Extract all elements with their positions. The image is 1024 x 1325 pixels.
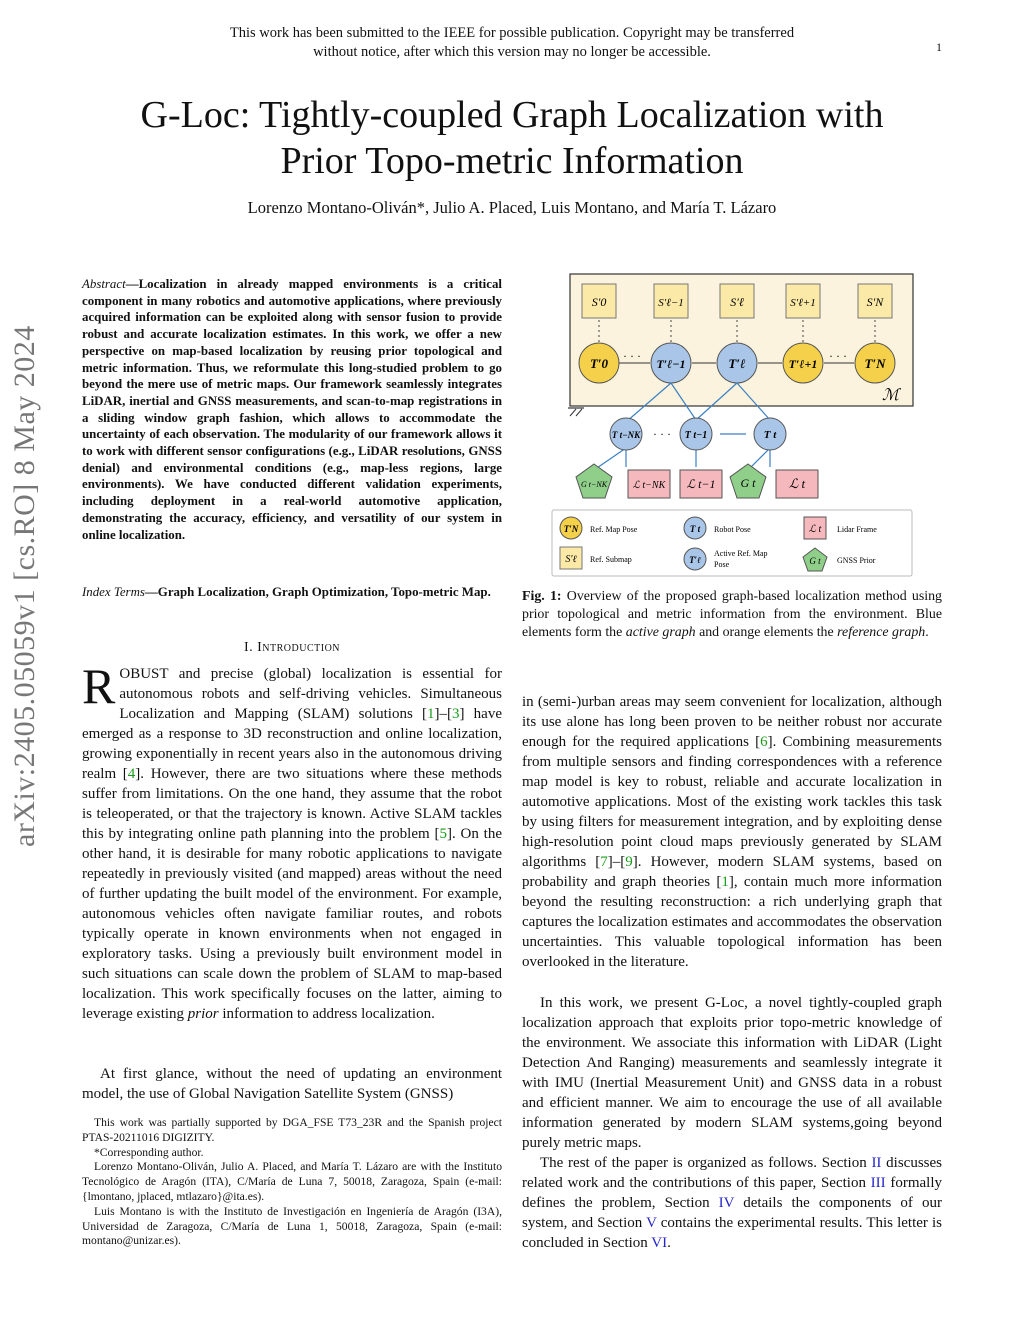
section-link[interactable]: III xyxy=(870,1175,886,1191)
dropcap: R xyxy=(82,658,116,714)
footnote-funding: This work was partially supported by DGA_FSE T73_23R and the Spanish project PTAS-20211016 DIGIZITY. xyxy=(82,1116,502,1144)
intro-text-e: information to address localization. xyxy=(218,1006,435,1022)
legend-lidar-frame: Lidar Frame xyxy=(837,525,877,534)
notice-line-2: without notice, after which this version may no longer be accessible. xyxy=(313,44,711,60)
index-terms-text: —Graph Localization, Graph Optimization, Topo-metric Map. xyxy=(144,585,491,599)
ellipsis: · · · xyxy=(653,427,671,441)
ref-pose-label: T′ℓ−1 xyxy=(656,357,686,371)
right-text: . xyxy=(667,1235,671,1251)
ref-pose-label: T′N xyxy=(864,356,886,371)
ref-pose-label: T′ℓ+1 xyxy=(788,357,818,371)
abstract xyxy=(82,276,502,543)
ellipsis: · · · xyxy=(623,349,641,363)
legend-robot-pose: Robot Pose xyxy=(714,525,751,534)
footnote-affiliation-i3a: Luis Montano is with the Instituto de Investigación en Ingeniería de Aragón (I3A), Universidad de Zaragoza, C/María de Luna 1, 50018, Zaragoza, Spain (e-mail: montano@unizar.es). xyxy=(82,1204,502,1248)
gnss-label: G t xyxy=(740,476,756,490)
caption-text: Overview of the proposed graph-based localization method using prior topological and metric information from the environment. Blue elements form the xyxy=(522,589,942,640)
legend-active-ref-map-pose: Active Ref. Map xyxy=(714,549,768,558)
footnotes xyxy=(82,1116,502,1249)
legend-box xyxy=(552,510,912,576)
right-paragraph-2: In this work, we present G-Loc, a novel tightly-coupled graph localization approach that exploits prior topo-metric knowledge of the environment. We associate this information with LiDAR (Light Detection And Ranging) measurements and seamlessly integrate it with IMU (Inertial Measurement Unit) and GNSS data in a robust and efficient manner. We aim to encourage the use of all available information generated by modern SLAM systems,going beyond purely metric maps. xyxy=(522,995,942,1151)
right-paragraph-3 xyxy=(522,1153,942,1253)
emphasis-prior: prior xyxy=(187,1006,219,1022)
section-link[interactable]: II xyxy=(871,1155,882,1171)
lidar-frame-nodes xyxy=(628,470,818,498)
lidar-label: ℒ t−NK xyxy=(632,480,666,491)
right-text: contains the experimental results. This letter is concluded in Section xyxy=(522,1215,942,1251)
legend-gnss-prior: GNSS Prior xyxy=(837,556,876,565)
paper-title xyxy=(60,92,964,184)
robot-pose-nodes xyxy=(610,418,786,450)
robot-pose-label: T t−NK xyxy=(611,430,641,440)
footnote-affiliation-ita: Lorenzo Montano-Oliván, Julio A. Placed, and María T. Lázaro are with the Instituto Tecnológico de Aragón (ITA), C/María de Luna 7, 50018, Zaragoza, Spain (e-mail: {lmontano, jplaced, mtlazaro}@ita.es). xyxy=(82,1160,502,1203)
map-label: ℳ xyxy=(882,387,900,404)
citation-link[interactable]: 4 xyxy=(127,766,136,782)
submap-label: S′ℓ−1 xyxy=(658,297,684,309)
right-paragraph-1 xyxy=(522,692,942,972)
legend-symbol: S′ℓ xyxy=(565,554,577,565)
lidar-label: ℒ t−1 xyxy=(686,477,716,491)
right-text: details the components of our system, and Section xyxy=(522,1195,942,1231)
abstract-text: —Localization in already mapped environments is a critical component in many robotics and automotive applications, where previously acquired information can be exploited along with sensor fusion to provide robust and accurate localization estimates. In this work, we offer a new perspective on map-based localization by reusing prior topological and metric information. Thus, we reformulate this long-studied problem to go beyond the mere use of metric maps. Our framework seamlessly integrates LiDAR, inertial and GNSS measurements, and scan-to-map registrations in a sliding window graph fashion, which allows to accommodate the uncertainty of each observation. The modularity of our framework allows it to work with different sensor configurations (e.g., LiDAR resolutions, GNSS denial) and environmental conditions (e.g., map-less regions, large environments). We have conducted different validation experiments, including deployment in a real-world automotive application, demonstrating the accuracy, efficiency, and versatility of our system in online localization. xyxy=(82,277,502,542)
citation-link[interactable]: 7 xyxy=(600,854,608,870)
robot-pose-label: T t xyxy=(763,429,777,441)
citation-link[interactable]: 1 xyxy=(721,874,729,890)
citation-dash: ]–[ xyxy=(434,706,452,722)
author-list: Lorenzo Montano-Oliván*, Julio A. Placed, Luis Montano, and María T. Lázaro xyxy=(247,198,777,217)
figure-1 xyxy=(563,272,914,580)
citation-link[interactable]: 3 xyxy=(451,706,460,722)
submap-label: S′ℓ xyxy=(730,295,744,309)
copyright-notice xyxy=(160,24,864,62)
legend-symbol: G t xyxy=(809,556,821,566)
lidar-label: ℒ t xyxy=(788,476,806,491)
robot-pose-label: T t−1 xyxy=(684,430,708,441)
intro-paragraph-1 xyxy=(82,658,503,1024)
submap-label: S′N xyxy=(866,295,884,309)
intro-text-a: OBUST and precise (global) localization is essential for autonomous robots and self-driving vehicles. Simultaneous Localization and Mapping (SLAM) solutions [ xyxy=(119,666,502,722)
citation-link[interactable]: 5 xyxy=(439,826,447,842)
ref-pose-label: T′ℓ xyxy=(728,356,746,371)
section-link[interactable]: V xyxy=(646,1215,657,1231)
citation-link[interactable]: 1 xyxy=(426,706,435,722)
intro-text-c: ]. However, there are two situations where these methods suffer from limitations. On the one hand, they assume that the robot is teleoperated, or that the trajectory is known. Active SLAM tackles this by integrating online path planning into the problem [ xyxy=(82,766,502,842)
intro-paragraph-2: At first glance, without the need of updating an environment model, the use of Global Navigation Satellite System (GNSS) xyxy=(82,1066,502,1102)
gnss-label: G t−NK xyxy=(580,480,608,489)
section-number: I. xyxy=(243,640,254,655)
section-link[interactable]: VI xyxy=(651,1235,668,1251)
caption-text: and orange elements the xyxy=(695,625,838,640)
caption-label: Fig. 1: xyxy=(522,589,562,604)
arxiv-stamp: arXiv:2405.05059v1 [cs.RO] 8 May 2024 xyxy=(8,325,41,847)
submap-label: S′ℓ+1 xyxy=(790,297,816,309)
section-heading-introduction xyxy=(82,640,502,656)
right-text: discusses related work and the contributions of this paper, Section xyxy=(522,1155,942,1191)
title-line-2: Prior Topo-metric Information xyxy=(280,140,744,182)
footnote-corresponding: *Corresponding author. xyxy=(94,1145,204,1159)
index-terms xyxy=(82,584,502,601)
page-number: 1 xyxy=(936,40,942,54)
section-title: Introduction xyxy=(257,640,341,655)
legend-symbol: T′N xyxy=(563,524,579,534)
legend-active-ref-map-pose-2: Pose xyxy=(714,560,730,569)
legend-symbol: T′ℓ xyxy=(689,555,701,565)
right-text-c: ]. However, modern SLAM systems, based on probability and graph theories [ xyxy=(522,854,943,890)
caption-active-graph: active graph xyxy=(625,625,696,640)
index-terms-label: Index Terms xyxy=(82,585,145,599)
right-text-b: ]. Combining measurements from multiple sensors and finding correspondences with a reference map model is key to robust, reliable and accurate localization in automotive applications. Most of the existing work tackles this task by using filters for measurement integration, and by exploiting dense high-resolution point cloud maps previously generated by SLAM algorithms [ xyxy=(522,734,943,870)
intro-text-b: ] have emerged as a response to 3D reconstruction and online localization, growing exponentially in recent years also in the autonomous driving realm [ xyxy=(82,706,502,782)
legend-ref-submap: Ref. Submap xyxy=(590,555,632,564)
citation-link[interactable]: 6 xyxy=(760,734,768,750)
title-line-1: G-Loc: Tightly-coupled Graph Localization with xyxy=(140,94,884,136)
abstract-label: Abstract xyxy=(82,277,126,291)
citation-link[interactable]: 9 xyxy=(625,854,633,870)
legend-symbol: ℒ t xyxy=(808,524,822,535)
ref-pose-label: T′0 xyxy=(589,356,609,371)
notice-line-1: This work has been submitted to the IEEE for possible publication. Copyright may be transferred xyxy=(229,25,795,41)
right-text: The rest of the paper is organized as follows. Section xyxy=(540,1155,872,1171)
legend-ref-map-pose: Ref. Map Pose xyxy=(590,525,638,534)
right-text: formally defines the problem, Section xyxy=(522,1175,942,1211)
intro-text-d: ]. On the other hand, it is desirable for many robotic applications to navigate repeatedly in previously visited (and mapped) areas without the need of further updating the built model of the environment. For example, autonomous vehicles often navigate familiar routes, and robots typically operate in known environments when not engaged in exploratory tasks. Using a previously built environment model in such situations can scale down the problem of SLAM to map-based localization. This work specifically focuses on the latter, aiming to leverage existing xyxy=(82,826,503,1022)
citation-dash: ]–[ xyxy=(607,854,626,870)
submap-label: S′0 xyxy=(591,295,607,309)
ellipsis: · · · xyxy=(829,349,847,363)
caption-text: . xyxy=(925,625,929,640)
gnss-prior-nodes xyxy=(576,464,766,498)
figure-caption xyxy=(522,588,942,642)
graph-diagram xyxy=(563,272,914,580)
right-text-a: in (semi-)urban areas may seem convenient for localization, although its use alone has long been proven to be neither robust nor accurate enough for the required applications [ xyxy=(522,694,942,750)
right-text-d: ], contain much more information beyond the resulting reconstruction: a rich underlying graph that captures the localization estimates and accommodates the observation uncertainties. This valuable topological information has been overlooked in the literature. xyxy=(522,874,942,970)
legend-symbol: T t xyxy=(689,524,701,534)
section-link[interactable]: IV xyxy=(718,1195,735,1211)
caption-reference-graph: reference graph xyxy=(837,625,926,640)
